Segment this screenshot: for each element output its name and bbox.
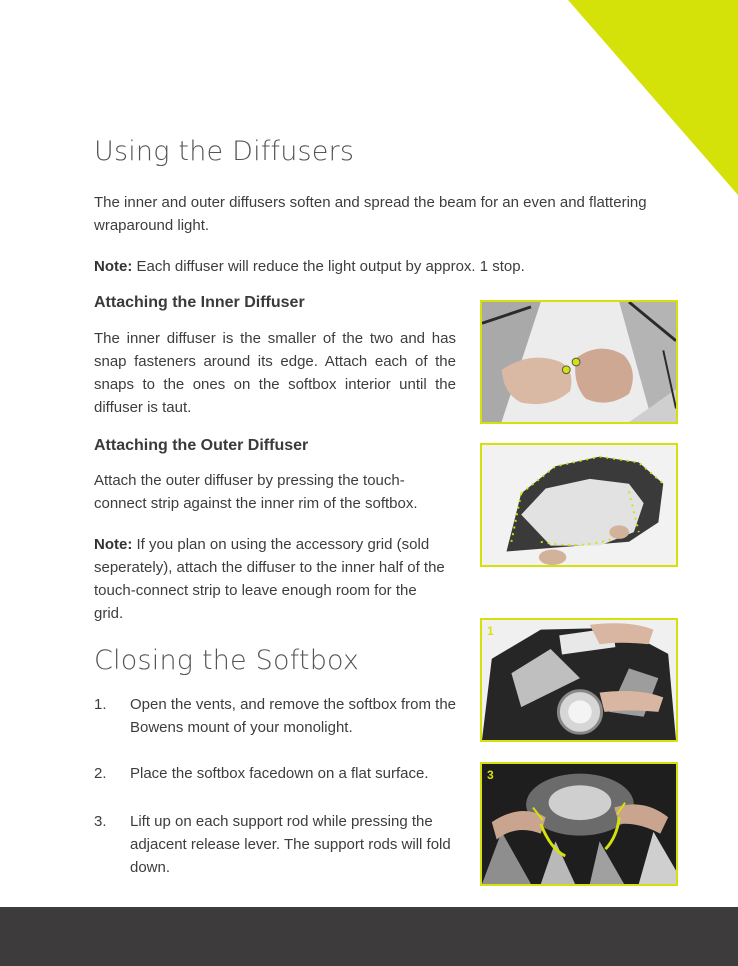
note-grid (94, 533, 449, 625)
step-item (94, 810, 464, 879)
step-item (94, 693, 464, 739)
photo-inner-diffuser (480, 300, 678, 424)
step-text: Lift up on each support rod while pressing the adjacent release lever. The support rods will fold down. (130, 813, 451, 876)
outer-diffuser-body: Attach the outer diffuser by pressing the touch-connect strip against the inner rim of the softbox. (94, 472, 418, 512)
step-label: 1 (487, 624, 494, 638)
inner-diffuser-body: The inner diffuser is the smaller of the two and has snap fasteners around its edge. Attach each of the snaps to the ones on the softbox interior until the diffuser is taut. (94, 330, 456, 416)
photo-step-1 (480, 618, 678, 742)
step-item (94, 762, 464, 785)
step-text: Place the softbox facedown on a flat surface. (130, 765, 429, 782)
note-text: If you plan on using the accessory grid (sold seperately), attach the diffuser to the inner half of the touch-connect strip to leave enough room for the grid. (94, 536, 445, 622)
inner-diffuser-heading: Attaching the Inner Diffuser (94, 294, 305, 311)
photo-outer-diffuser (480, 443, 678, 567)
intro-paragraph: The inner and outer diffusers soften and spread the beam for an even and flattering wraparound light. (94, 194, 647, 234)
step-number: 2. (94, 765, 107, 782)
corner-accent-triangle (568, 0, 738, 195)
closing-title: Closing the Softbox (94, 645, 360, 676)
outer-diffuser-heading: Attaching the Outer Diffuser (94, 437, 309, 454)
step-text: Open the vents, and remove the softbox from the Bowens mount of your monolight. (130, 696, 457, 736)
step-number: 3. (94, 813, 107, 830)
photo-step-3 (480, 762, 678, 886)
note-output (94, 255, 654, 278)
note-label: Note: (94, 536, 133, 553)
step-number: 1. (94, 696, 107, 713)
step-label: 3 (487, 768, 494, 782)
note-label: Note: (94, 258, 133, 275)
page-footer-bar (0, 907, 738, 966)
note-text: Each diffuser will reduce the light output by approx. 1 stop. (132, 258, 525, 275)
diffusers-title: Using the Diffusers (94, 136, 355, 167)
